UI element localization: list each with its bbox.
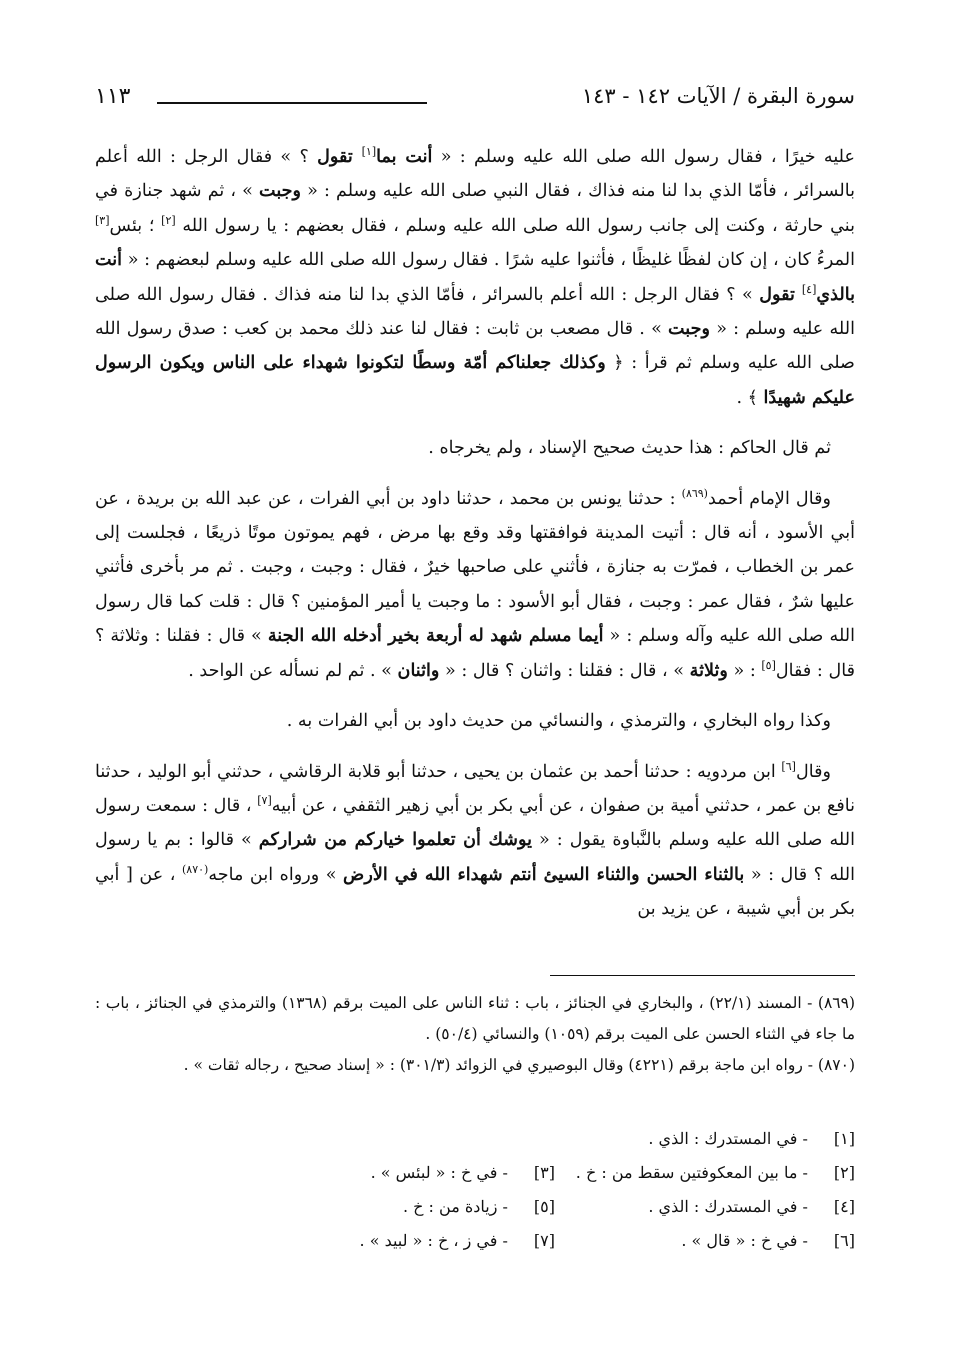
note-ref: [٢] <box>161 213 176 227</box>
footnote-rule <box>550 975 855 976</box>
text-run: عليه خيرًا ، فقال رسول الله صلى الله عليه وسلم : « <box>432 147 856 167</box>
note-ref: [٦] <box>781 759 796 773</box>
text-run: وقال الإمام أحمد <box>707 488 831 509</box>
notes-row <box>95 1156 855 1190</box>
hadith-quote: وجبت <box>259 180 302 202</box>
note-text: - في ز ، خ : « لبيد » . <box>359 1231 508 1250</box>
note-ref: [٧] <box>257 794 272 808</box>
hadith-quote: واثنان <box>397 659 440 681</box>
note-code: [١] <box>833 1129 855 1148</box>
text-run: » قالوا : بم يا رسول الله ؟ قال : « <box>95 830 855 885</box>
text-run: ، قال : سمعت رسول الله صلى الله عليه وسلم بالنَّباوة يقول : « <box>95 795 855 851</box>
note-text: - في المستدرك : الذي . <box>648 1197 808 1216</box>
hadith-quote: أيما مسلم شهد له أربعة بخير أدخله الله الجنة <box>267 625 604 647</box>
note-text: - زيادة من : خ . <box>402 1197 508 1216</box>
note-item <box>555 1156 855 1190</box>
text-run: ، عن [ أبي بكر بن أبي شيبة ، عن يزيد بن <box>95 864 855 920</box>
text-run: » ، قال : فقلنا : واثنان ؟ قال : « <box>439 660 690 681</box>
note-text: - في المستدرك : الذي . <box>648 1129 808 1148</box>
text-run: ﴾ . <box>736 387 764 408</box>
text-run: : حدثنا يونس بن محمد ، حدثنا داود بن أبي الفرات ، عن عبد الله بن بريدة ، عن أبي الأسود ، أنه قال : أتيت المدينة فوافقتها وقد وقع بها مرض ، فهم يموتون موتًا ذريعًا ، فجلست إلى عمر بن الخطاب ، فمرّت به جنازة ، فأثني على صاحبها خيرٌ ، فقال : وجبت ، وجبت . ثم مر بأخرى فأثني عليها شرٌ ، فقال عمر : وجبت ، فقال أبو الأسود : ما وجبت يا أمير المؤمنين ؟ قال : قلت كما قال رسول الله صلى الله عليه وآله وسلم : « <box>95 488 856 647</box>
text-run: » ، ثم شهد جنازة في بني حارثة ، وكنت إلى جانب رسول الله صلى الله عليه وسلم ، فقال بعضهم : يا رسول الله <box>95 181 855 236</box>
footnote-870: (٨٧٠) - رواه ابن ماجة برقم (٤٢٢١) وقال البوصيري في الزوائد (٣٠١/٣) : « إسناد صحيح ، رجاله ثقات » . <box>183 1056 855 1074</box>
text-run: » . ثم لم نسأله عن الواحد . <box>188 660 398 681</box>
notes-row <box>95 1122 855 1156</box>
hadith-quote: تقول <box>759 283 802 305</box>
text-run: ؛ بئس <box>109 215 162 236</box>
paragraph-2: ثم قال الحاكم : هذا حديث صحيح الإسناد ، ولم يخرجاه . <box>428 438 831 459</box>
note-item <box>95 1190 555 1224</box>
header-rule <box>157 102 427 104</box>
footnotes <box>95 988 855 1081</box>
note-text: - في خ : « لبئس » . <box>370 1163 508 1182</box>
note-code: [٤] <box>833 1197 855 1216</box>
note-code: [٦] <box>833 1231 855 1250</box>
note-code: [٧] <box>533 1231 555 1250</box>
hadith-quote: تقول <box>317 146 362 167</box>
text-run: » . قال مصعب بن ثابت : فقال لنا عند ذلك محمد بن كعب : صدق رسول الله صلى الله عليه وسلم ثم قرأ : ﴿ <box>95 319 855 374</box>
text-run: المرءُ كان ، إن كان لفظًا غليظًا ، فأثنوا عليه شرًا . فقال رسول الله صلى الله عليه وسلم لبعضهم : « <box>122 250 855 271</box>
note-item <box>95 1122 555 1156</box>
note-ref: [٥] <box>761 658 776 672</box>
note-code: [٥] <box>533 1197 555 1216</box>
hadith-quote: بالثناء الحسن والثناء السيئ أنتم شهداء الله في الأرض <box>343 863 745 885</box>
main-text <box>95 140 855 927</box>
page-header <box>95 84 855 116</box>
page-number: ١١٣ <box>95 84 131 109</box>
note-text: - ما بين المعكوفتين سقط من : خ . <box>575 1163 808 1182</box>
quran-verse: وكذلك جعلناكم أمّة وسطًا لتكونوا شهداء على الناس ويكون الرسول عليكم شهيدًا <box>95 352 855 408</box>
note-item <box>555 1122 855 1156</box>
note-item <box>95 1156 555 1190</box>
notes-row <box>95 1224 855 1258</box>
note-ref: [٤] <box>801 282 817 296</box>
text-run: وقال <box>795 761 831 782</box>
hadith-quote: وثلاثة <box>689 659 728 681</box>
text-run: » قال : فقلنا : وثلاثة ؟ قال : فقال <box>95 626 855 681</box>
hadith-quote: يوشك أن تعلموا خياركم من شراركم <box>258 829 533 851</box>
paragraph-4: وكذا رواه البخاري ، والترمذي ، والنسائي من حديث داود بن أبي الفرات به . <box>286 711 831 732</box>
footnote-ref: (٨٦٩) <box>681 486 708 500</box>
note-ref: [١] <box>361 145 377 159</box>
note-code: [٢] <box>833 1163 855 1182</box>
notes-row <box>95 1190 855 1224</box>
note-code: [٣] <box>533 1163 555 1182</box>
footnote-ref: (٨٧٠) <box>181 862 209 876</box>
text-run: ابن مردويه : حدثنا أحمد بن عثمان بن يحيى ، حدثنا أبو قلابة الرقاشي ، حدثني أبو الوليد ، حدثنا نافع بن عمر ، حدثني أمية بن صفوان ، عن أبي بكر بن أبي زهير الثقفي ، عن أبيه <box>95 761 855 816</box>
footnote-869: (٨٦٩) - المسند (٢٢/١) ، والبخاري في الجنائز ، باب : ثناء الناس على الميت برقم (١٣٦٨) والترمذي في الجنائز ، باب : ما جاء في الثناء الحسن على الميت برقم (١٠٥٩) والنسائي (٥٠/٤) . <box>95 994 856 1043</box>
hadith-quote: وجبت <box>668 318 710 340</box>
text-run: » ؟ فقال الرجل : الله أعلم بالسرائر ، فأمّا الذي بدا لنا منه فذاك . فقال رسول الله صلى الله عليه وسلم : « <box>95 284 856 340</box>
text-run: » ورواه ابن ماجه <box>208 864 344 885</box>
paragraph-1 <box>95 140 855 415</box>
note-item <box>555 1224 855 1258</box>
variant-notes <box>95 1122 855 1258</box>
text-run: : « <box>727 660 762 681</box>
note-item <box>95 1224 555 1258</box>
paragraph-5 <box>95 755 855 927</box>
note-ref: [٣] <box>95 213 110 227</box>
paragraph-3 <box>95 482 855 688</box>
note-item <box>555 1190 855 1224</box>
note-text: - في خ : « قال » . <box>681 1231 808 1250</box>
hadith-quote: أنت بالذي <box>95 249 856 305</box>
hadith-quote: أنت بما <box>376 146 433 167</box>
running-title: سورة البقرة / الآيات ١٤٢ - ١٤٣ <box>581 84 855 108</box>
text-run: ؟ » فقال الرجل : الله أعلم بالسرائر ، فأمّا الذي بدا لنا منه فذاك ، فقال النبي صلى الله عليه وسلم : « <box>95 147 855 202</box>
